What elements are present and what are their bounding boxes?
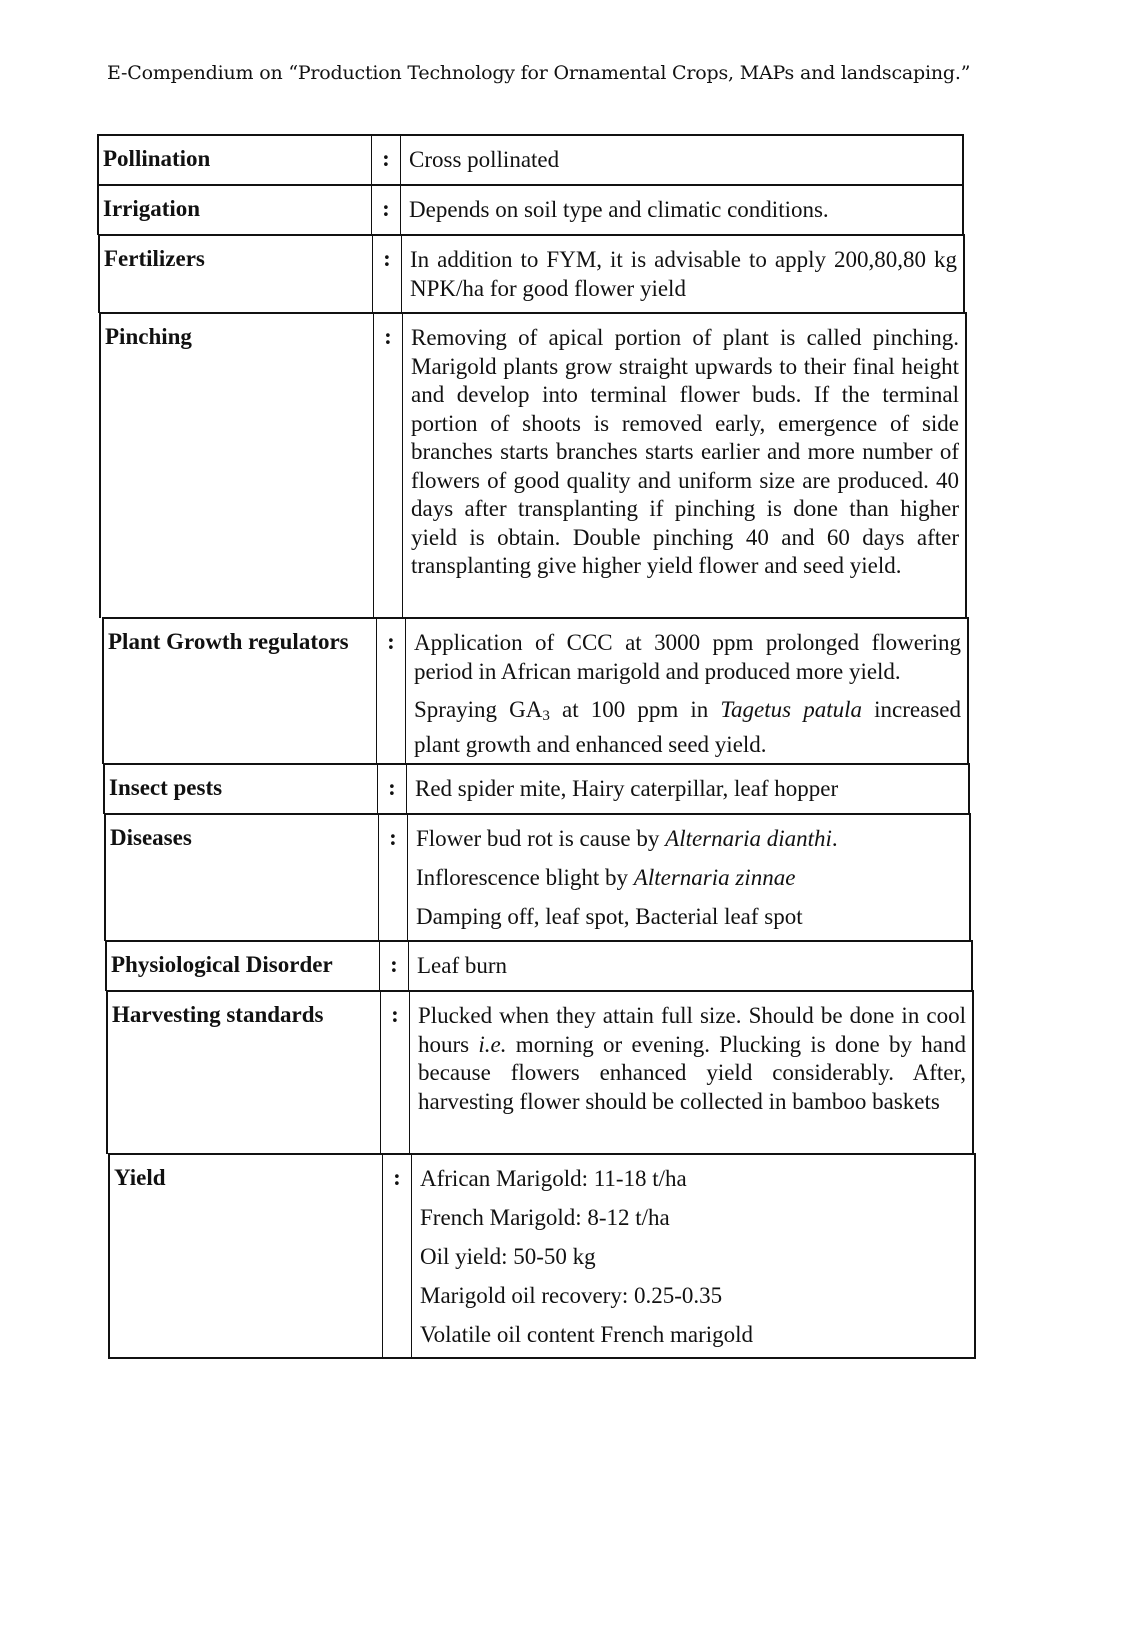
row-value [408, 815, 969, 941]
table-row-fertilizers [98, 234, 965, 313]
row-label: Fertilizers [104, 246, 205, 271]
row-separator: : [376, 619, 406, 764]
text-span: . [831, 826, 838, 851]
row-separator: : [379, 942, 409, 991]
row-label: Harvesting standards [112, 1002, 324, 1027]
abbreviation: i.e. [478, 1031, 507, 1057]
row-separator: : [373, 314, 403, 618]
table-row-pollination [97, 134, 964, 185]
species-name: Alternaria dianthi [665, 826, 832, 851]
row-value [410, 992, 972, 1154]
row-separator: : [378, 815, 408, 941]
row-separator: : [380, 992, 410, 1154]
text-span: Spraying GA [414, 697, 543, 722]
disease-item: Damping off, leaf spot, Bacterial leaf spot [416, 904, 803, 929]
row-value [406, 619, 967, 764]
row-label: Diseases [110, 825, 192, 850]
row-separator: : [377, 765, 407, 814]
table-row-physiological-disorder [105, 940, 973, 991]
yield-item: Oil yield: 50-50 kg [420, 1244, 596, 1269]
text-span: Inflorescence blight by [416, 865, 634, 890]
subscript: 3 [542, 708, 550, 724]
row-label: Pollination [103, 146, 211, 171]
row-label: Insect pests [109, 775, 223, 800]
table-row-diseases [104, 813, 971, 941]
text-span: increased plant growth and enhanced seed yield. [414, 697, 961, 757]
table-row-harvesting-standards [106, 990, 974, 1154]
text-span: at 100 ppm in [549, 697, 721, 722]
row-separator: : [382, 1155, 412, 1357]
row-value: Cross pollinated [409, 147, 560, 172]
yield-item: Marigold oil recovery: 0.25-0.35 [420, 1283, 723, 1308]
row-value: Removing of apical portion of plant is called pinching. Marigold plants grow straight upwards to their final height and develop into terminal flower buds. If the terminal portion of shoots is removed early, emergence of side branches starts branches starts earlier and more number of flowers of good quality and uniform size are produced. 40 days after transplanting if pinching is done than higher yield is obtain. Double pinching 40 and 60 days after transplanting give higher yield flower and seed yield. [411, 325, 959, 578]
text-span: Flower bud rot is cause by [416, 826, 666, 851]
row-label: Plant Growth regulators [108, 629, 349, 654]
row-label: Irrigation [103, 196, 201, 221]
row-label: Physiological Disorder [111, 952, 333, 977]
row-separator: : [371, 186, 401, 235]
row-value: Depends on soil type and climatic conditions. [409, 197, 829, 222]
row-separator: : [372, 236, 402, 313]
species-name: Tagetus patula [720, 697, 863, 722]
yield-item: French Marigold: 8-12 t/ha [420, 1205, 670, 1230]
row-value: Leaf burn [417, 953, 508, 978]
pgr-paragraph-2 [414, 696, 961, 759]
row-value: Red spider mite, Hairy caterpillar, leaf hopper [415, 776, 839, 801]
page-header: E-Compendium on “Production Technology for Ornamental Crops, MAPs and landscaping.” [107, 62, 971, 84]
pgr-paragraph-1: Application of CCC at 3000 ppm prolonged flowering period in African marigold and produced more yield. [414, 630, 961, 684]
row-label: Pinching [105, 324, 192, 349]
table-row-irrigation [97, 184, 964, 235]
disease-item [416, 825, 963, 853]
row-label: Yield [114, 1165, 166, 1190]
row-value [412, 1155, 974, 1357]
species-name: Alternaria zinnae [633, 865, 796, 890]
table-row-plant-growth-regulators [102, 617, 969, 764]
yield-item: Volatile oil content French marigold [420, 1322, 754, 1347]
yield-item: African Marigold: 11-18 t/ha [420, 1166, 687, 1191]
row-value: In addition to FYM, it is advisable to apply 200,80,80 kg NPK/ha for good flower yield [410, 247, 957, 301]
table-row-yield [108, 1153, 976, 1359]
table-row-insect-pests [103, 763, 970, 814]
row-separator: : [371, 136, 401, 185]
text-span: morning or evening. Plucking is done by hand because flowers enhanced yield considerably. After, harvesting flower should be collected in bamboo baskets [418, 1031, 966, 1114]
table-row-pinching [99, 312, 967, 618]
disease-item [416, 864, 963, 892]
text-span: Plucked when they attain full size. Should be done in cool hours [418, 1003, 966, 1057]
